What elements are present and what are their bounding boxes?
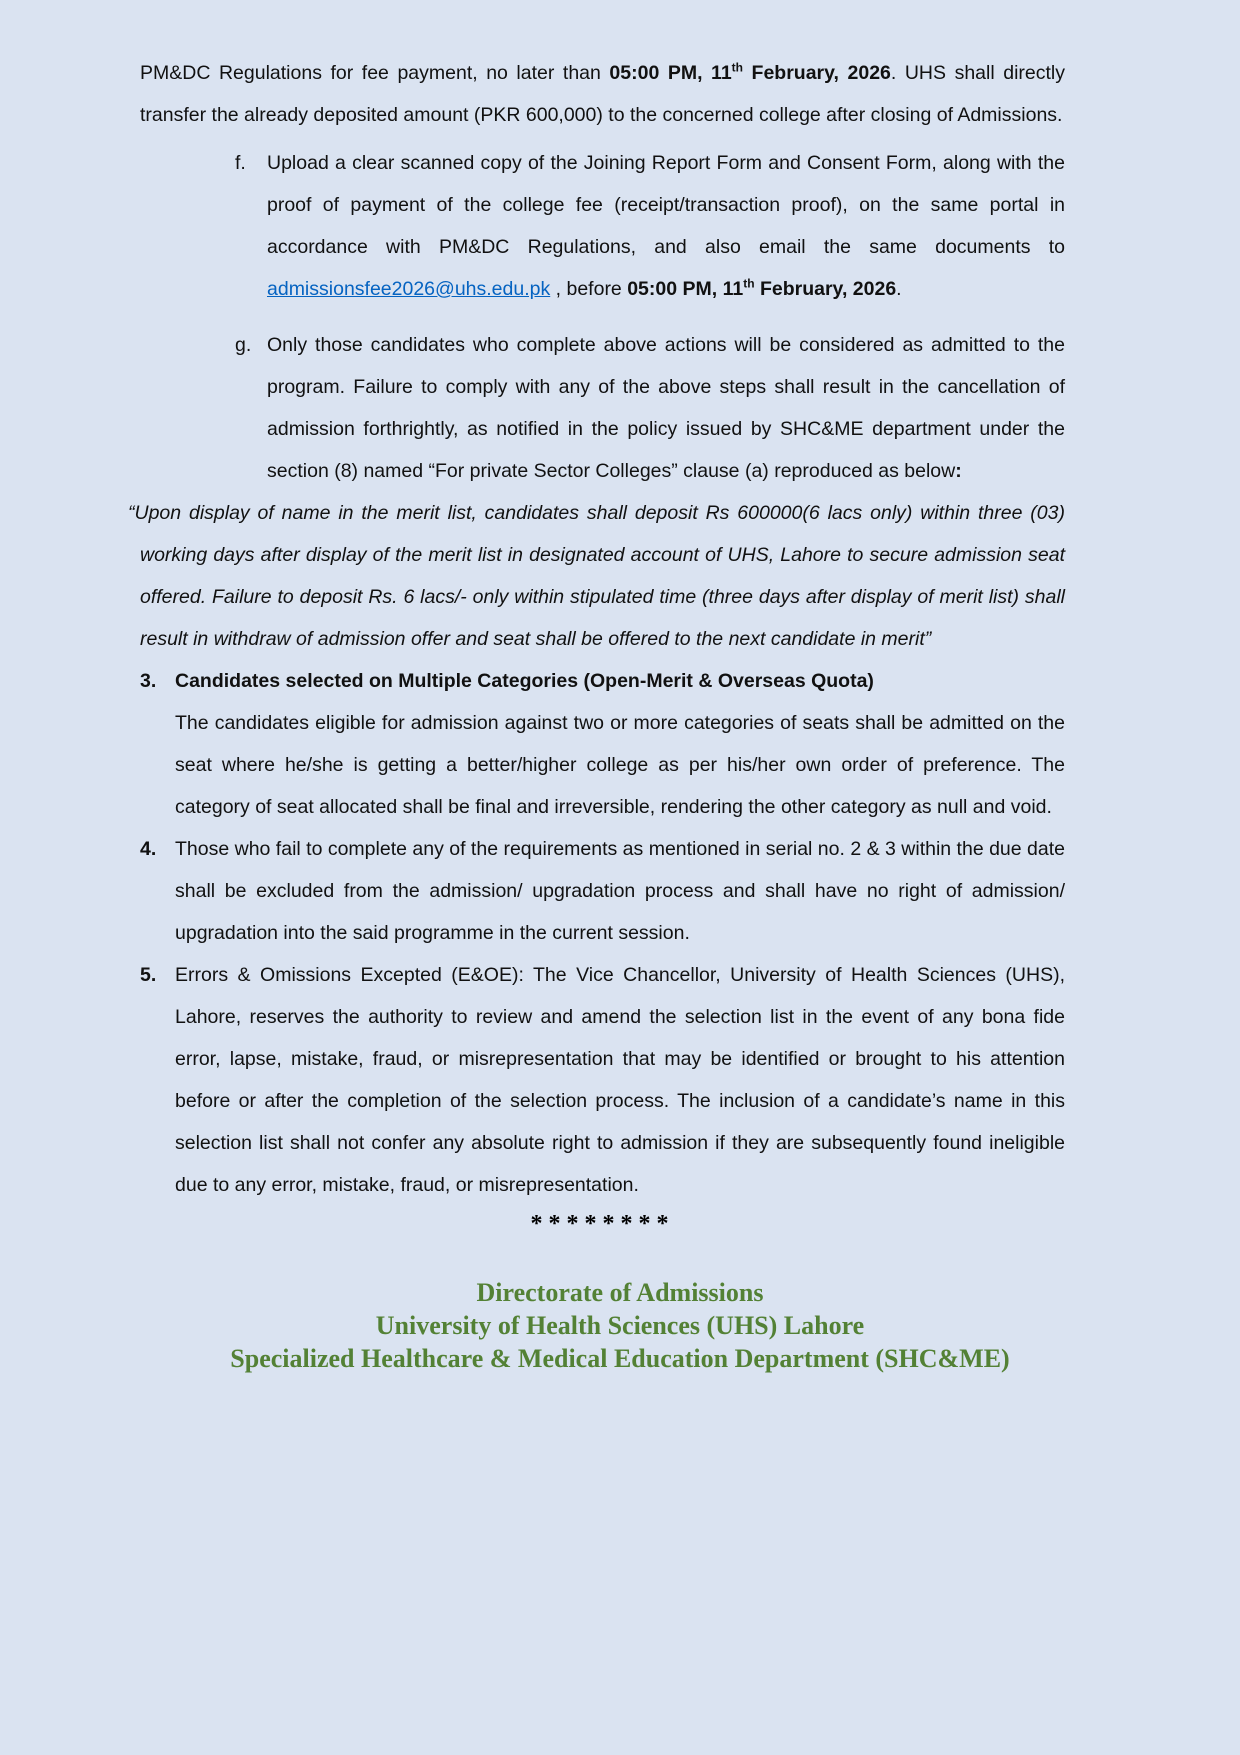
list-item-f xyxy=(235,142,1065,310)
item-f-text-start: Upload a clear scanned copy of the Joining Report Form and Consent Form, along with the proof of payment of the college fee (receipt/transaction proof), on the same portal in accordance with PM&DC Regulations, and also email the same documents to xyxy=(267,152,1065,258)
policy-quote: “Upon display of name in the merit list, candidates shall deposit Rs 600000(6 lacs only) within three (03) working days after display of the merit list in designated account of UHS, Lahore to secure admission seat offered. Failure to deposit Rs. 6 lacs/- only within stipulated time (three days after display of merit list) shall result in withdraw of admission offer and seat shall be offered to the next candidate in merit” xyxy=(128,502,1065,650)
item-f-deadline-bold: 05:00 PM, 11 xyxy=(627,278,744,300)
asterisk-separator: ******** xyxy=(530,1211,675,1237)
item-5-body: Errors & Omissions Excepted (E&OE): The Vice Chancellor, University of Health Sciences (UHS), Lahore, reserves the authority to review and amend the selection list in the event of any bona fide error, lapse, mistake, fraud, or misrepresentation that may be identified or brought to his attention before or after the completion of the selection process. The inclusion of a candidate’s name in this selection list shall not confer any absolute right to admission if they are subsequently found ineligible due to any error, mistake, fraud, or misrepresentation. xyxy=(175,964,1065,1196)
deadline-bold-date: February, 2026 xyxy=(743,62,891,84)
deadline-bold: 05:00 PM, 11 xyxy=(609,62,732,84)
footer-department: Specialized Healthcare & Medical Education Department (SHC&ME) xyxy=(230,1344,1010,1373)
item-3-content xyxy=(175,660,1065,828)
list-item-f-text xyxy=(267,142,1065,310)
footer-university: University of Health Sciences (UHS) Lahore xyxy=(375,1311,865,1340)
item-f-deadline-bold-date: February, 2026 xyxy=(754,278,897,300)
email-link[interactable]: admissionsfee2026@uhs.edu.pk xyxy=(267,278,551,300)
list-item-4 xyxy=(140,828,1065,954)
paragraph-fee-deadline xyxy=(140,52,1065,136)
item-f-ordinal-superscript: th xyxy=(743,276,755,291)
list-item-g-text xyxy=(267,324,1065,492)
item-3-body: The candidates eligible for admission against two or more categories of seats shall be admitted on the seat where he/she is getting a better/higher college as per his/her own order of preference. The category of seat allocated shall be final and irreversible, rendering the other category as null and void. xyxy=(175,712,1065,818)
list-marker-f: f. xyxy=(235,152,246,174)
item-f-text-mid: , before xyxy=(550,278,628,300)
item-f-text-end: . xyxy=(896,278,902,300)
footer-directorate: Directorate of Admissions xyxy=(476,1278,764,1307)
item-4-body: Those who fail to complete any of the requirements as mentioned in serial no. 2 & 3 within the due date shall be excluded from the admission/ upgradation process and shall have no right of admission/ upgradation into the said programme in the current session. xyxy=(175,838,1065,944)
item-g-text: Only those candidates who complete above actions will be considered as admitted to the program. Failure to comply with any of the above steps shall result in the cancellation of admission forthrightly, as notified in the policy issued by SHC&ME department under the section (8) named “For private Sector Colleges” clause (a) reproduced as below xyxy=(267,334,1065,482)
item-3-heading: Candidates selected on Multiple Categories (Open-Merit & Overseas Quota) xyxy=(175,670,874,692)
list-marker-4: 4. xyxy=(140,838,157,860)
paragraph-fee-deadline-text: PM&DC Regulations for fee payment, no later than xyxy=(140,62,610,84)
list-marker-5: 5. xyxy=(140,964,157,986)
footer-signature xyxy=(0,1276,1240,1375)
list-item-3 xyxy=(140,660,1065,828)
paragraph-fee-deadline-rest: . UHS shall directly transfer the already deposited amount (PKR 600,000) to the concerned college after closing of Admissions. xyxy=(140,62,1065,126)
ordinal-superscript: th xyxy=(731,60,743,75)
list-item-g xyxy=(235,324,1065,492)
list-item-5 xyxy=(140,954,1065,1206)
list-marker-3: 3. xyxy=(140,670,157,692)
item-g-bold-colon: : xyxy=(955,460,962,482)
list-marker-g: g. xyxy=(235,334,252,356)
